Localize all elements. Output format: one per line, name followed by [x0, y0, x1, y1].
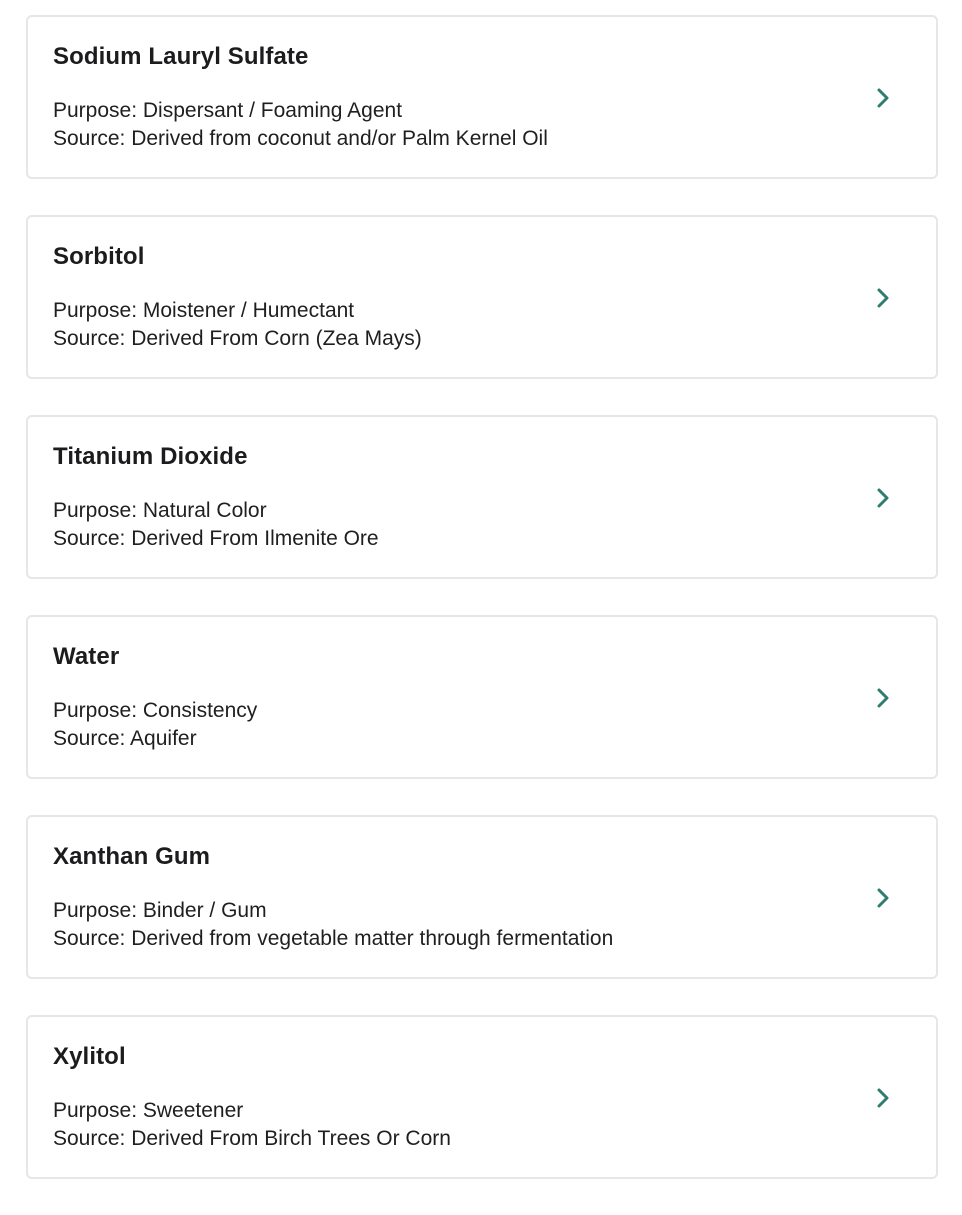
- ingredient-card-sodium-lauryl-sulfate[interactable]: [26, 15, 938, 179]
- chevron-right-icon[interactable]: [876, 687, 890, 709]
- ingredient-card-sorbitol[interactable]: [26, 215, 938, 379]
- ingredient-name: Titanium Dioxide: [53, 443, 248, 470]
- ingredient-card-xanthan-gum[interactable]: [26, 815, 938, 979]
- ingredient-name: Sorbitol: [53, 243, 145, 270]
- ingredient-card-titanium-dioxide[interactable]: [26, 415, 938, 579]
- ingredient-purpose: Purpose: Sweetener: [53, 1099, 244, 1122]
- ingredient-card-water[interactable]: [26, 615, 938, 779]
- ingredient-source: Source: Derived From Corn (Zea Mays): [53, 327, 422, 350]
- chevron-right-icon[interactable]: [876, 1087, 890, 1109]
- ingredient-purpose: Purpose: Binder / Gum: [53, 899, 267, 922]
- ingredient-source: Source: Aquifer: [53, 727, 197, 750]
- ingredient-name: Sodium Lauryl Sulfate: [53, 43, 309, 70]
- ingredient-name: Water: [53, 643, 120, 670]
- chevron-right-icon[interactable]: [876, 287, 890, 309]
- ingredient-list: [26, 15, 938, 1215]
- ingredient-name: Xylitol: [53, 1043, 126, 1070]
- ingredient-source: Source: Derived From Birch Trees Or Corn: [53, 1127, 451, 1150]
- chevron-right-icon[interactable]: [876, 87, 890, 109]
- ingredient-source: Source: Derived from coconut and/or Palm Kernel Oil: [53, 127, 548, 150]
- ingredient-name: Xanthan Gum: [53, 843, 211, 870]
- chevron-right-icon[interactable]: [876, 887, 890, 909]
- ingredient-purpose: Purpose: Natural Color: [53, 499, 267, 522]
- chevron-right-icon[interactable]: [876, 487, 890, 509]
- ingredient-source: Source: Derived from vegetable matter through fermentation: [53, 927, 614, 950]
- ingredient-purpose: Purpose: Dispersant / Foaming Agent: [53, 99, 403, 122]
- ingredient-source: Source: Derived From Ilmenite Ore: [53, 527, 379, 550]
- ingredient-purpose: Purpose: Consistency: [53, 699, 258, 722]
- ingredient-purpose: Purpose: Moistener / Humectant: [53, 299, 355, 322]
- ingredient-card-xylitol[interactable]: [26, 1015, 938, 1179]
